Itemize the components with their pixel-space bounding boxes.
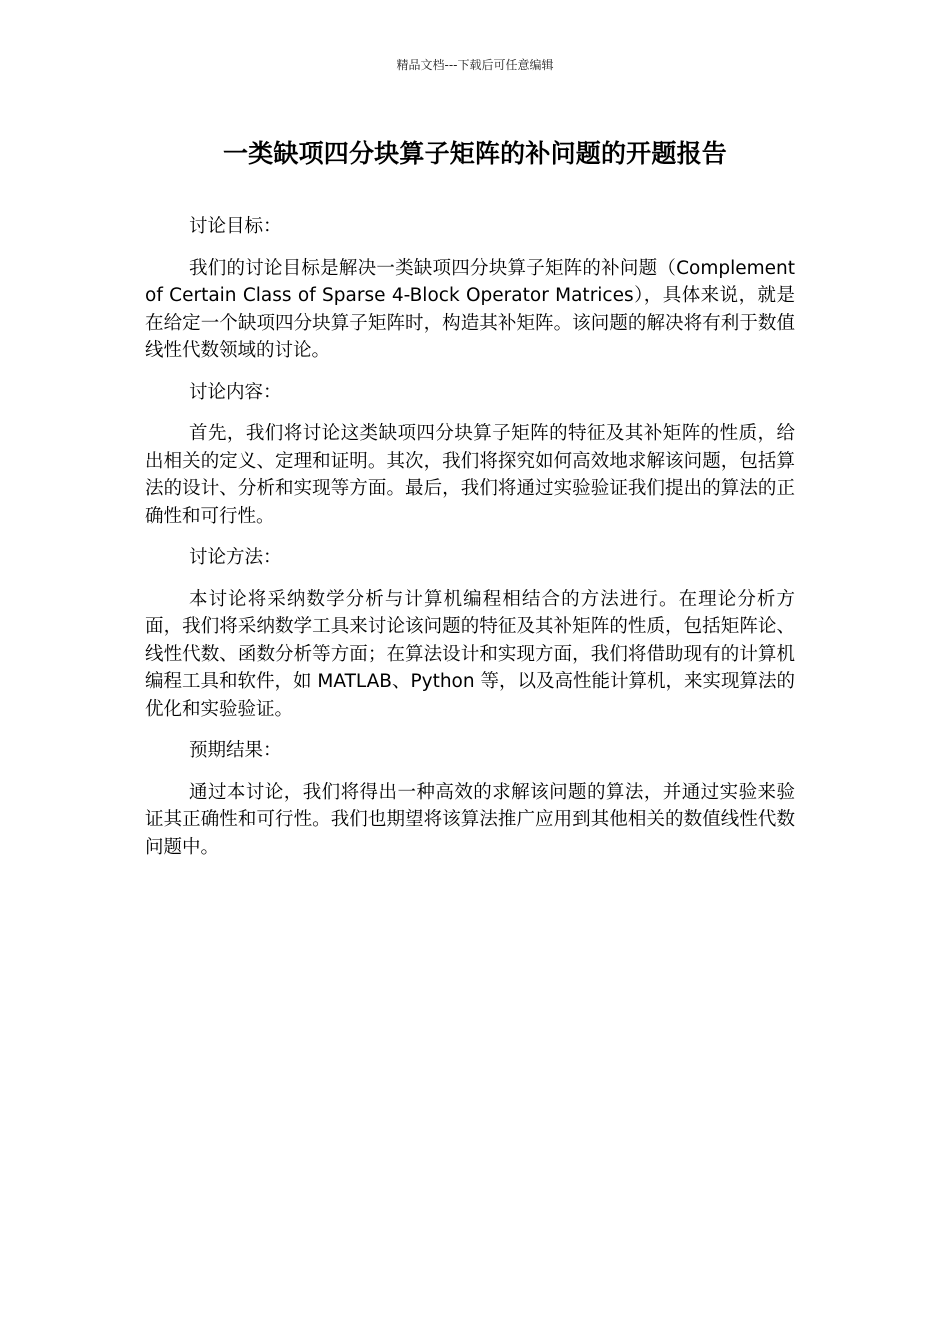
section-heading-content: 讨论内容： bbox=[189, 381, 282, 403]
section-heading-method: 讨论方法： bbox=[189, 547, 282, 568]
document-title: 一类缺项四分块算子矩阵的补问题的开题报告 bbox=[222, 139, 727, 168]
page-header: 精品文档---下载后可任意编辑 bbox=[396, 58, 554, 72]
section-paragraph-method: 本讨论将采纳数学分析与计算机编程相结合的方法进行。在理论分析方面，我们将采纳数学工具来讨论该问题的特征及其补矩阵的性质，包括矩阵论、线性代数、函数分析等方面；在算法设计和实现方面，我们将借助现有的计算机编程工具和软件，如 MATLAB、Python 等，以及高性能计算机，来实现算法的优化和实验验证。 bbox=[145, 588, 795, 720]
section-paragraph-content: 首先，我们将讨论这类缺项四分块算子矩阵的特征及其补矩阵的性质，给出相关的定义、定理和证明。其次，我们将探究如何高效地求解该问题，包括算法的设计、分析和实现等方面。最后，我们将通过实验验证我们提出的算法的正确性和可行性。 bbox=[145, 423, 795, 527]
section-heading-goal: 讨论目标： bbox=[189, 216, 282, 237]
section-paragraph-goal: 我们的讨论目标是解决一类缺项四分块算子矩阵的补问题（Complement of Certain Class of Sparse 4-Block Operator Matrices），具体来说，就是在给定一个缺项四分块算子矩阵时，构造其补矩阵。该问题的解决将有利于数值线性代数领域的讨论。 bbox=[145, 257, 795, 361]
section-paragraph-expected-results: 通过本讨论，我们将得出一种高效的求解该问题的算法，并通过实验来验证其正确性和可行性。我们也期望将该算法推广应用到其他相关的数值线性代数问题中。 bbox=[145, 781, 795, 858]
section-heading-expected-results: 预期结果： bbox=[189, 740, 282, 761]
document-body bbox=[145, 213, 795, 875]
